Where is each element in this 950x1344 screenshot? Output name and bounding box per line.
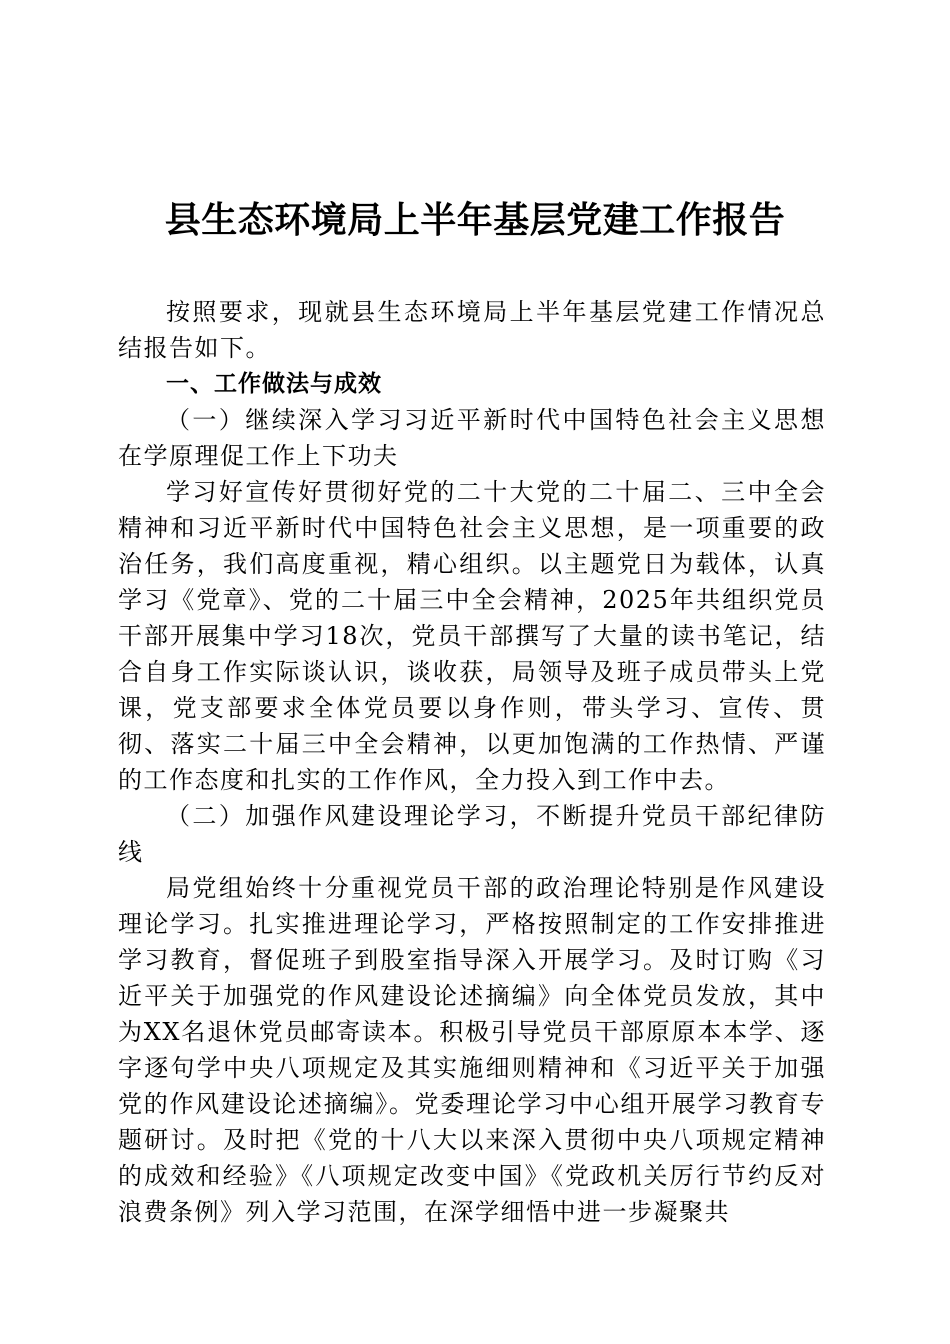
body-paragraph-1: 学习好宣传好贯彻好党的二十大党的二十届二、三中全会精神和习近平新时代中国特色社会主义思想，是一项重要的政治任务，我们高度重视，精心组织。以主题党日为载体，认真学习《党章》、党的二十届三中全会精神，2025年共组织党员干部开展集中学习18次，党员干部撰写了大量的读书笔记，结合自身工作实际谈认识，谈收获，局领导及班子成员带头上党课，党支部要求全体党员要以身作则，带头学习、宣传、贯彻、落实二十届三中全会精神，以更加饱满的工作热情、严谨的工作态度和扎实的工作作风，全力投入到工作中去。 — [118, 478, 826, 794]
intro-paragraph: 按照要求，现就县生态环境局上半年基层党建工作情况总结报告如下。 — [118, 298, 826, 362]
subsection-heading-2: （二）加强作风建设理论学习，不断提升党员干部纪律防线 — [118, 802, 826, 866]
document-body — [118, 294, 826, 1230]
section-heading-1: 一、工作做法与成效 — [166, 371, 382, 397]
subsection-heading-1: （一）继续深入学习习近平新时代中国特色社会主义思想在学原理促工作上下功夫 — [118, 406, 826, 470]
document-title: 县生态环境局上半年基层党建工作报告 — [164, 199, 786, 241]
body-paragraph-2: 局党组始终十分重视党员干部的政治理论特别是作风建设理论学习。扎实推进理论学习，严格按照制定的工作安排推进学习教育，督促班子到股室指导深入开展学习。及时订购《习近平关于加强党的作风建设论述摘编》向全体党员发放，其中为XX名退休党员邮寄读本。积极引导党员干部原原本本学、逐字逐句学中央八项规定及其实施细则精神和《习近平关于加强党的作风建设论述摘编》。党委理论学习中心组开展学习教育专题研讨。及时把《党的十八大以来深入贯彻中央八项规定精神的成效和经验》《八项规定改变中国》《党政机关厉行节约反对浪费条例》列入学习范围，在深学细悟中进一步凝聚共 — [118, 874, 826, 1226]
